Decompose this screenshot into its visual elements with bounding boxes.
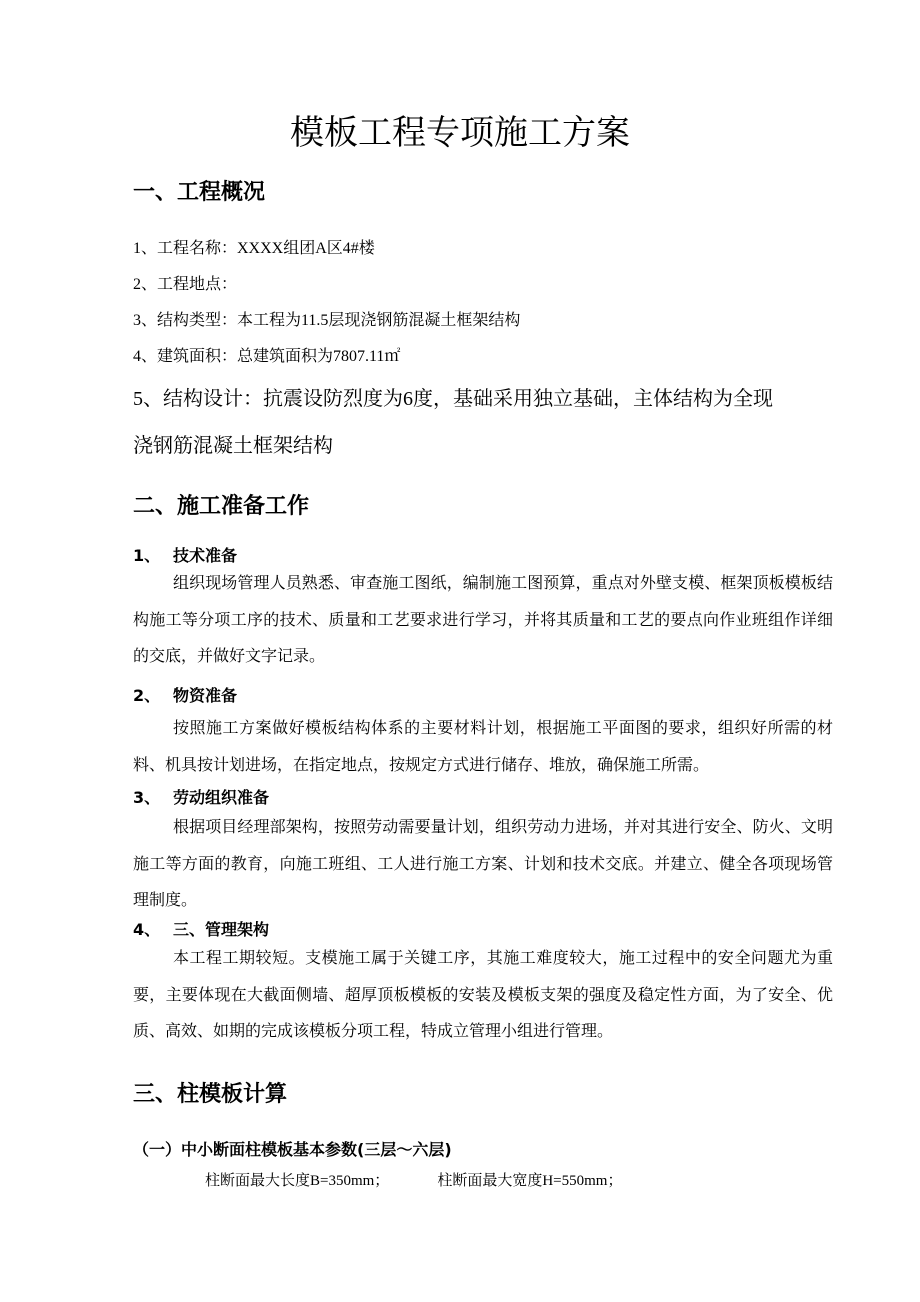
overview-item-building-area: 4、建筑面积：总建筑面积为7807.11㎡ xyxy=(133,348,401,365)
column-params-line xyxy=(205,1169,622,1193)
document-title: 模板工程专项施工方案 xyxy=(290,115,630,152)
overview-item-structural-design: 5、结构设计：抗震设防烈度为6度，基础采用独立基础，主体结构为全现 xyxy=(133,388,773,410)
param-max-length: 柱断面最大长度B=350mm； xyxy=(205,1173,390,1189)
sub-heading-column-params: （一）中小断面柱模板基本参数(三层～六层) xyxy=(133,1140,452,1159)
overview-item-structural-design-cont: 浇钢筋混凝土框架结构 xyxy=(133,435,333,457)
subsection-body-management: 本工程工期较短。支模施工属于关键工序，其施工难度较大，施工过程中的安全问题尤为重要，主要体现在大截面侧墙、超厚顶板模板的安装及模板支架的强度及稳定性方面，为了安全、优质、高效、如期的完成该模板分项工程，特成立管理小组进行管理。 xyxy=(133,950,833,1040)
subsection-number: 3、 xyxy=(133,788,161,807)
section-heading-column-formwork: 三、柱模板计算 xyxy=(133,1082,288,1107)
subsection-title: 劳动组织准备 xyxy=(173,788,270,807)
subsection-body-labor: 根据项目经理部架构，按照劳动需要量计划，组织劳动力进场，并对其进行安全、防火、文明施工等方面的教育，向施工班组、工人进行施工方案、计划和技术交底。并建立、健全各项现场管理制度。 xyxy=(133,819,833,909)
overview-item-structure-type: 3、结构类型：本工程为11.5层现浇钢筋混凝土框架结构 xyxy=(133,312,521,329)
subsection-heading-management xyxy=(133,918,269,942)
section-heading-overview: 一、工程概况 xyxy=(133,180,266,205)
subsection-heading-technical xyxy=(133,544,237,568)
subsection-body-materials: 按照施工方案做好模板结构体系的主要材料计划，根据施工平面图的要求，组织好所需的材料、机具按计划进场，在指定地点，按规定方式进行储存、堆放，确保施工所需。 xyxy=(133,720,833,774)
subsection-body-technical: 组织现场管理人员熟悉、审查施工图纸，编制施工图预算，重点对外壁支模、框架顶板模板结构施工等分项工序的技术、质量和工艺要求进行学习，并将其质量和工艺的要点向作业班组作详细的交底，并做好文字记录。 xyxy=(133,575,833,665)
param-max-width: 柱断面最大宽度H=550mm； xyxy=(437,1173,623,1189)
subsection-heading-materials xyxy=(133,684,237,708)
subsection-title: 三、管理架构 xyxy=(173,920,270,939)
subsection-heading-labor xyxy=(133,786,269,810)
overview-item-project-location: 2、工程地点： xyxy=(133,276,238,293)
subsection-number: 1、 xyxy=(133,546,161,565)
subsection-number: 4、 xyxy=(133,920,161,939)
section-heading-preparation: 二、施工准备工作 xyxy=(133,494,310,519)
subsection-title: 技术准备 xyxy=(173,546,238,565)
subsection-number: 2、 xyxy=(133,686,161,705)
overview-item-project-name: 1、工程名称：XXXX组团A区4#楼 xyxy=(133,240,375,257)
subsection-title: 物资准备 xyxy=(173,686,238,705)
